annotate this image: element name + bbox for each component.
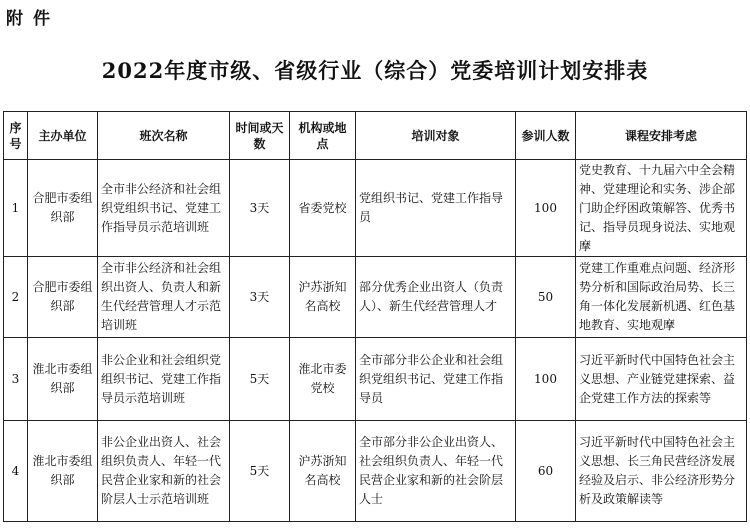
cell-class-name: 全市非公经济和社会组织党组织书记、党建工作指导员示范培训班 — [98, 160, 230, 257]
cell-duration: 5天 — [230, 338, 290, 421]
cell-audience: 部分优秀企业出资人（负责人）、新生代经营管理人才 — [356, 257, 516, 338]
header-no: 序号 — [4, 112, 28, 160]
cell-audience: 全市部分非公企业出资人、社会组织负责人、年轻一代民营企业家和新的社会阶层人士 — [356, 421, 516, 522]
header-duration: 时间或天数 — [230, 112, 290, 160]
training-plan-table — [3, 111, 747, 522]
header-class-name: 班次名称 — [98, 112, 230, 160]
page-title: 2022年度市级、省级行业（综合）党委培训计划安排表 — [101, 58, 649, 83]
cell-duration: 5天 — [230, 421, 290, 522]
cell-host: 淮北市委组织部 — [28, 338, 98, 421]
cell-location: 淮北市委党校 — [290, 338, 356, 421]
cell-no: 1 — [4, 160, 28, 257]
cell-host: 淮北市委组织部 — [28, 421, 98, 522]
cell-audience: 党组织书记、党建工作指导员 — [356, 160, 516, 257]
cell-courses: 党史教育、十九届六中全会精神、党建理论和实务、涉企部门助企纾困政策解答、优秀书记、指导员现身说法、实地观摩 — [576, 160, 747, 257]
cell-location: 省委党校 — [290, 160, 356, 257]
cell-no: 2 — [4, 257, 28, 338]
header-audience: 培训对象 — [356, 112, 516, 160]
table-row — [4, 160, 747, 257]
header-host: 主办单位 — [28, 112, 98, 160]
cell-courses: 党建工作重难点问题、经济形势分析和国际政治局势、长三角一体化发展新机遇、红色基地教育、实地观摩 — [576, 257, 747, 338]
cell-participants: 60 — [516, 421, 576, 522]
table-header-row — [4, 112, 747, 160]
cell-participants: 100 — [516, 338, 576, 421]
table-row — [4, 338, 747, 421]
cell-courses: 习近平新时代中国特色社会主义思想、产业链党建探索、益企党建工作方法的探索等 — [576, 338, 747, 421]
cell-courses: 习近平新时代中国特色社会主义思想、长三角民营经济发展经验及启示、非公经济形势分析及政策解读等 — [576, 421, 747, 522]
header-location: 机构或地点 — [290, 112, 356, 160]
cell-participants: 100 — [516, 160, 576, 257]
header-participants: 参训人数 — [516, 112, 576, 160]
attachment-label: 附件 — [6, 9, 60, 29]
cell-participants: 50 — [516, 257, 576, 338]
header-courses: 课程安排考虑 — [576, 112, 747, 160]
cell-host: 合肥市委组织部 — [28, 160, 98, 257]
cell-class-name: 全市非公经济和社会组织出资人、负责人和新生代经营管理人才示范培训班 — [98, 257, 230, 338]
table-row — [4, 421, 747, 522]
cell-class-name: 非公企业出资人、社会组织负责人、年轻一代民营企业家和新的社会阶层人士示范培训班 — [98, 421, 230, 522]
cell-location: 沪苏浙知名高校 — [290, 421, 356, 522]
cell-location: 沪苏浙知名高校 — [290, 257, 356, 338]
table-row — [4, 257, 747, 338]
cell-audience: 全市部分非公企业和社会组织党组织书记、党建工作指导员 — [356, 338, 516, 421]
cell-no: 4 — [4, 421, 28, 522]
cell-class-name: 非公企业和社会组织党组织书记、党建工作指导员示范培训班 — [98, 338, 230, 421]
cell-duration: 3天 — [230, 257, 290, 338]
cell-no: 3 — [4, 338, 28, 421]
cell-duration: 3天 — [230, 160, 290, 257]
cell-host: 合肥市委组织部 — [28, 257, 98, 338]
